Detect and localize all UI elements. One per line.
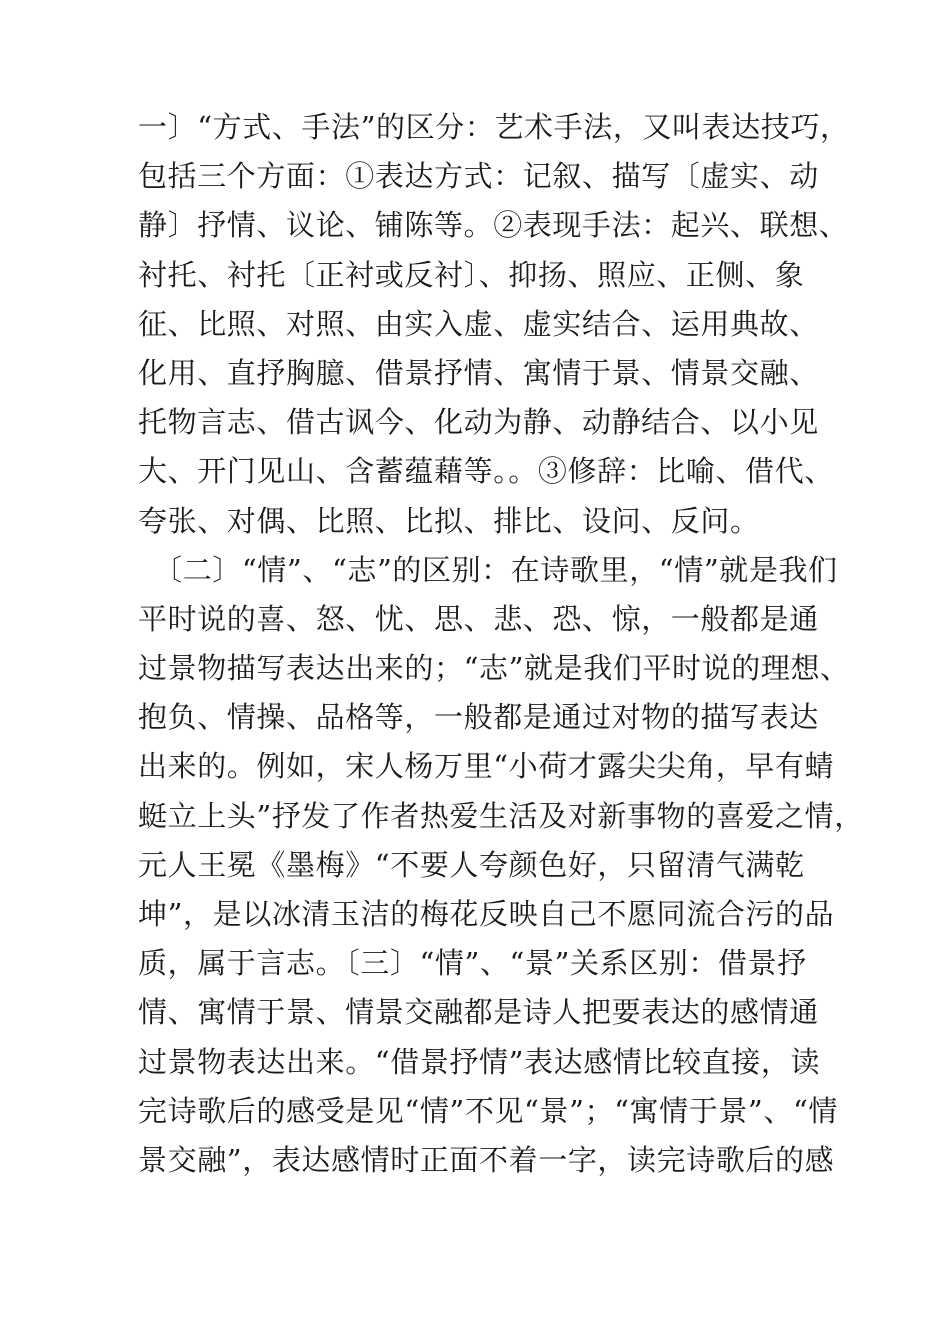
text-line: 化用、直抒胸臆、借景抒情、寓情于景、情景交融、 [138, 355, 819, 390]
text-line: 蜓立上头”抒发了作者热爱生活及对新事物的喜爱之情， [138, 798, 864, 833]
body-text [138, 103, 864, 1185]
text-line: 过景物表达出来。“借景抒情”表达感情比较直接，读 [138, 1044, 821, 1079]
text-line: 〔二〕“情”、“志”的区别：在诗歌里，“情”就是我们 [138, 552, 838, 587]
text-line: 质，属于言志。〔三〕“情”、“景”关系区别：借景抒 [138, 946, 807, 981]
text-line: 平时说的喜、怒、忧、思、悲、恐、惊，一般都是通 [138, 601, 819, 636]
text-line: 抱负、情操、品格等，一般都是通过对物的描写表达 [138, 700, 819, 735]
text-line: 元人王冕《墨梅》“不要人夸颜色好，只留清气满乾 [138, 847, 805, 882]
text-line: 坤”，是以冰清玉洁的梅花反映自己不愿同流合污的品 [138, 897, 835, 931]
text-line: 大、开门见山、含蓄蕴藉等。。③修辞：比喻、借代、 [138, 454, 834, 489]
text-line: 静〕抒情、议论、铺陈等。②表现手法：起兴、联想、 [138, 208, 849, 243]
text-line: 过景物描写表达出来的；“志”就是我们平时说的理想、 [138, 651, 850, 686]
text-line: 托物言志、借古讽今、化动为静、动静结合、以小见 [138, 405, 819, 440]
text-line: 包括三个方面：①表达方式：记叙、描写〔虚实、动 [138, 159, 819, 194]
text-line: 征、比照、对照、由实入虚、虚实结合、运用典故、 [138, 306, 819, 341]
text-line: 出来的。例如，宋人杨万里“小荷才露尖尖角，早有蜻 [138, 749, 835, 784]
text-line: 夸张、对偶、比照、比拟、排比、设问、反问。 [138, 503, 760, 538]
text-line: 情、寓情于景、情景交融都是诗人把要表达的感情通 [138, 995, 819, 1030]
text-line: 衬托、衬托〔正衬或反衬〕、抑扬、照应、正侧、象 [138, 257, 805, 292]
text-line: 景交融”，表达感情时正面不着一字，读完诗歌后的感 [138, 1142, 835, 1177]
text-line: 完诗歌后的感受是见“情”不见“景”；“寓情于景”、“情 [138, 1093, 838, 1128]
text-line: 一〕“方式、手法”的区分：艺术手法，又叫表达技巧， [138, 110, 850, 144]
